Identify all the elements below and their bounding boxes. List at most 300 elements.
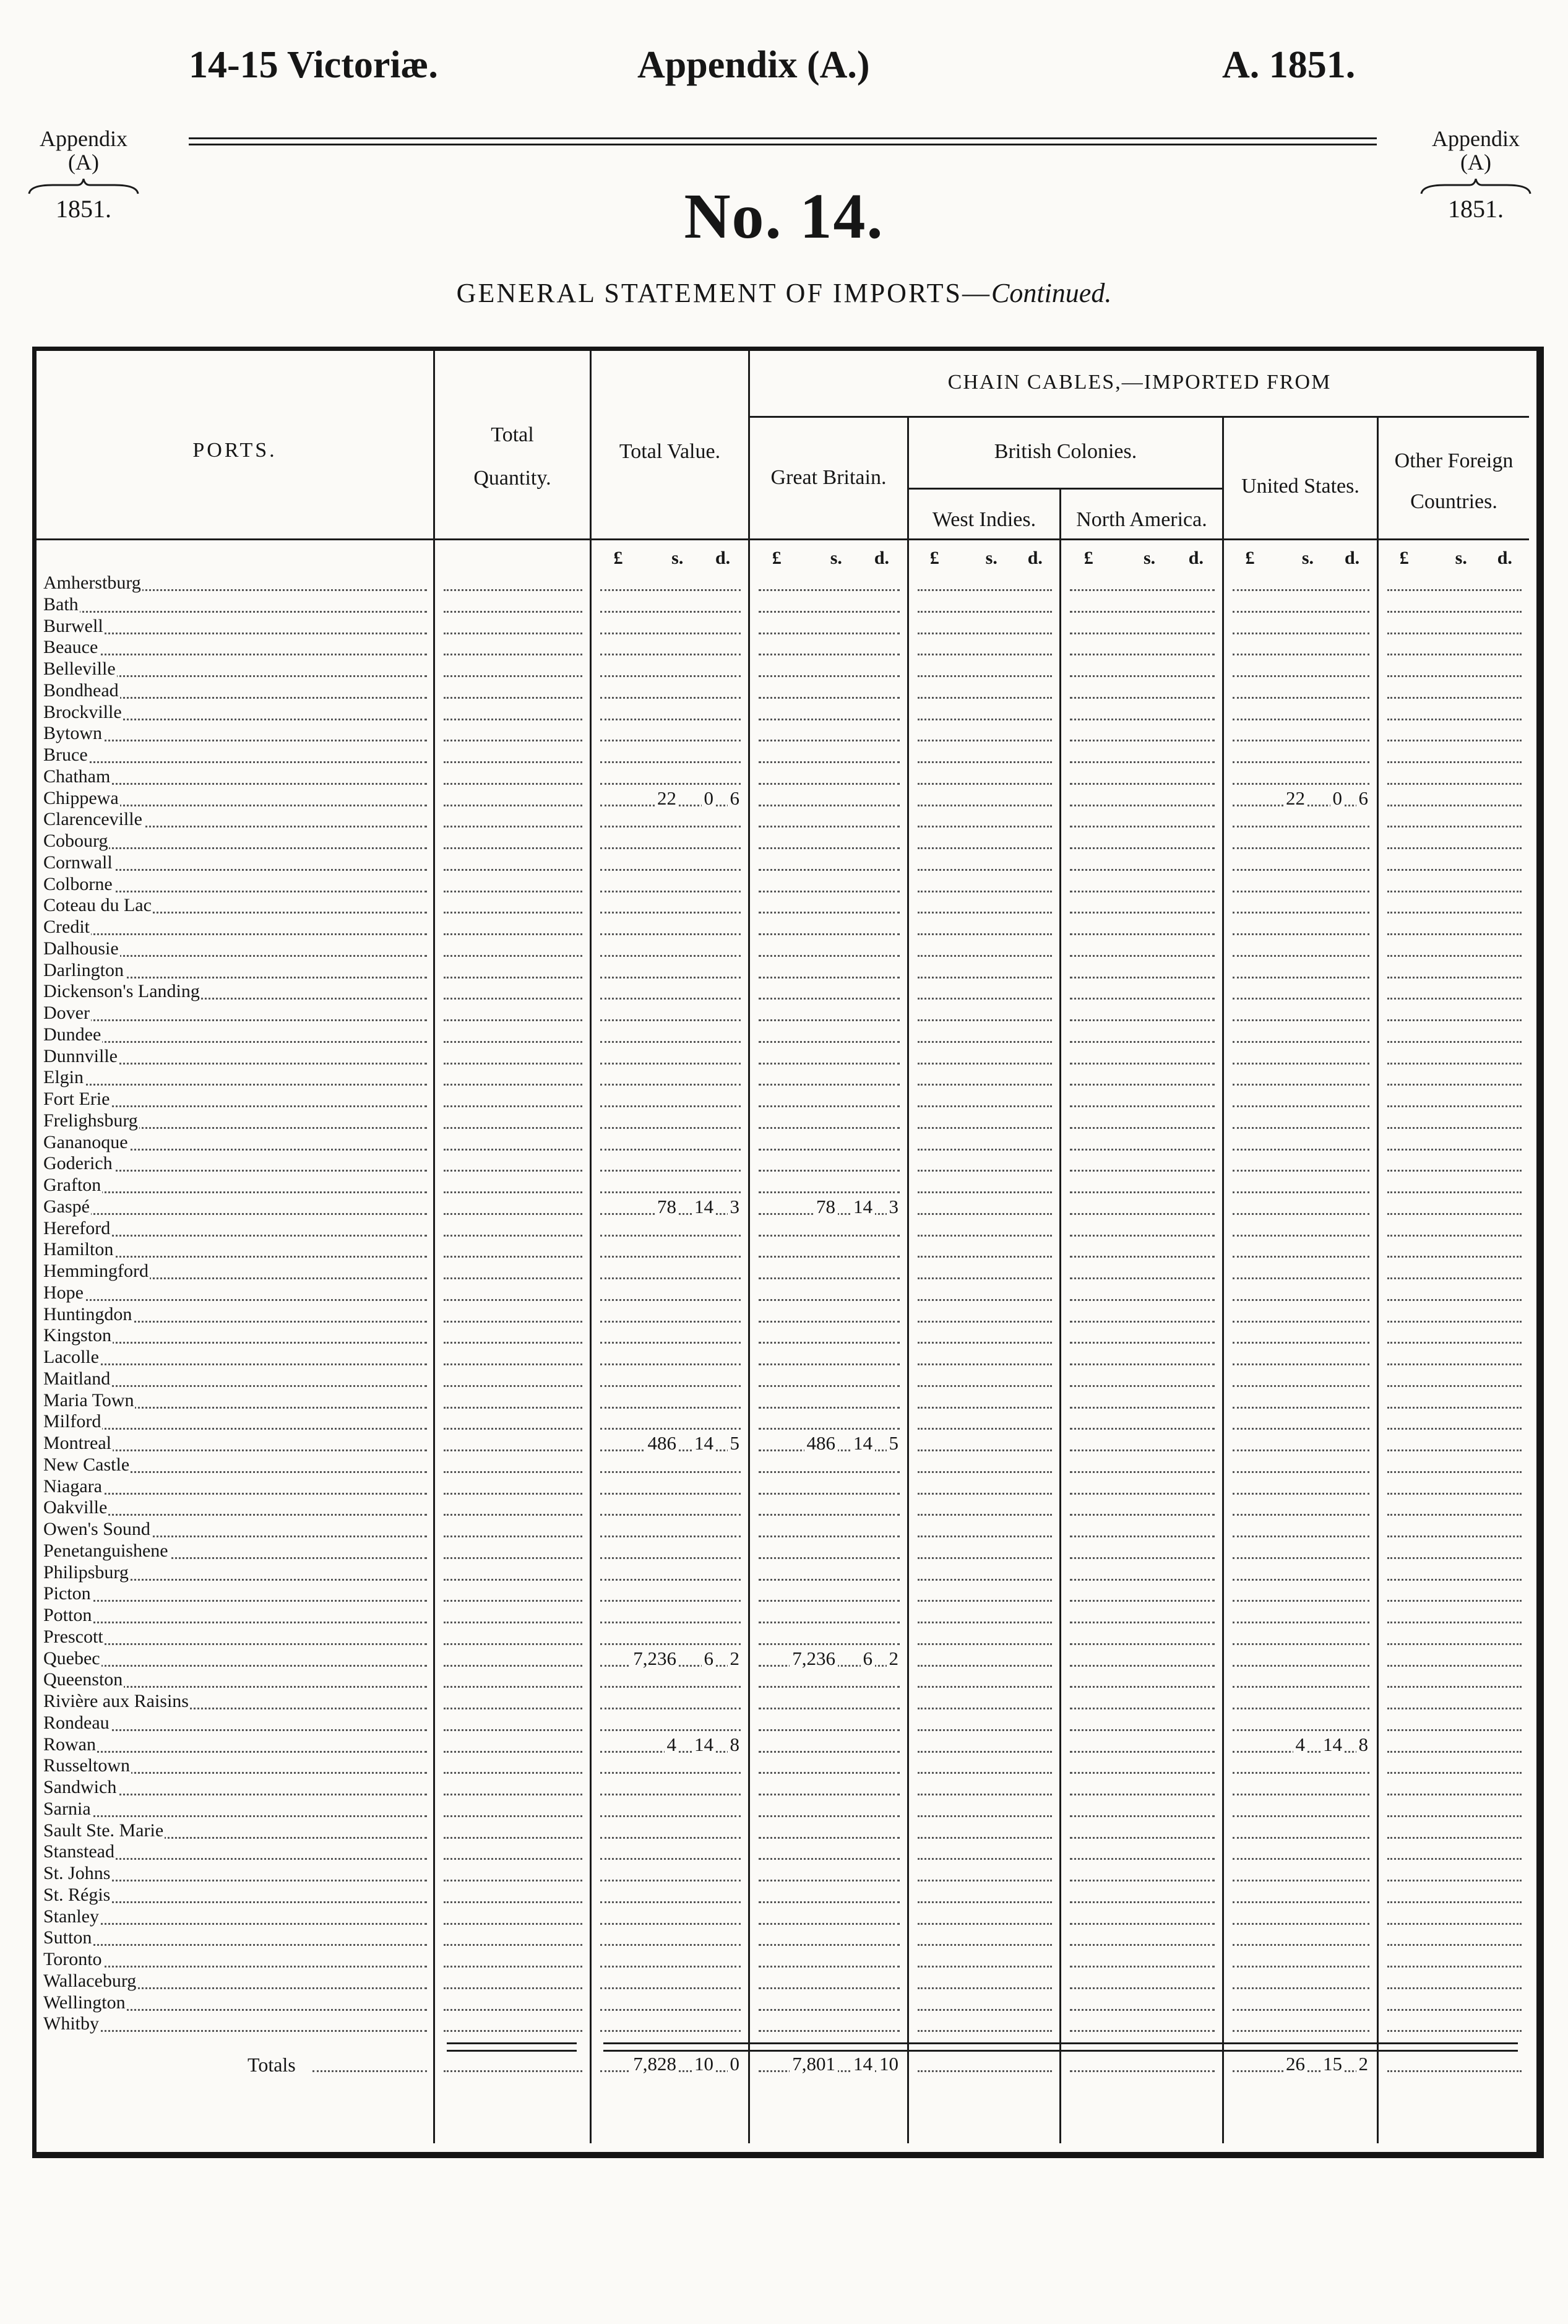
leader-dots bbox=[1233, 1127, 1369, 1129]
leader-dots bbox=[56, 611, 427, 613]
leader-dots bbox=[759, 1235, 900, 1237]
leader-dots bbox=[56, 1041, 427, 1043]
leader-dots bbox=[918, 1149, 1052, 1151]
leader-dots bbox=[1233, 1191, 1369, 1193]
leader-dots bbox=[444, 1858, 582, 1860]
leader-dots bbox=[600, 1235, 741, 1237]
leader-dots bbox=[1233, 1944, 1369, 1946]
leader-dots bbox=[444, 1321, 582, 1323]
leader-dots bbox=[600, 1858, 741, 1860]
total-value-header: Total Value. bbox=[619, 440, 721, 463]
leader-dots bbox=[1070, 654, 1215, 655]
leader-dots bbox=[1070, 1471, 1215, 1473]
leader-dots bbox=[600, 1256, 741, 1258]
leader-dots bbox=[1233, 589, 1369, 591]
leader-dots bbox=[918, 2030, 1052, 2032]
leader-dots bbox=[1233, 761, 1369, 763]
leader-dots bbox=[444, 740, 582, 741]
leader-dots bbox=[1070, 1407, 1215, 1409]
side-label-title: Appendix bbox=[1432, 126, 1520, 151]
leader-dots bbox=[600, 1363, 741, 1365]
leader-dots bbox=[1387, 1277, 1522, 1279]
leader-dots bbox=[600, 1299, 741, 1301]
leader-dots bbox=[1233, 719, 1369, 720]
leader-dots bbox=[444, 1622, 582, 1623]
leader-dots bbox=[600, 1966, 741, 1968]
leader-dots bbox=[1233, 977, 1369, 978]
leader-dots bbox=[759, 1041, 900, 1043]
port-name: Prescott bbox=[43, 1626, 103, 1647]
leader-dots bbox=[600, 1019, 741, 1021]
port-name: St. Johns bbox=[43, 1863, 111, 1883]
leader-dots bbox=[444, 697, 582, 699]
leader-dots bbox=[1387, 1708, 1522, 1709]
leader-dots bbox=[56, 933, 427, 935]
leader-dots bbox=[56, 633, 427, 634]
total-quantity-line2: Quantity. bbox=[473, 467, 551, 490]
leader-dots bbox=[600, 1063, 741, 1065]
unit-label-pound: £ bbox=[1245, 548, 1255, 568]
leader-dots bbox=[444, 1815, 582, 1817]
unit-label-shilling: s. bbox=[1455, 548, 1467, 568]
leader-dots bbox=[56, 1428, 427, 1430]
leader-dots bbox=[600, 1041, 741, 1043]
leader-dots bbox=[444, 1966, 582, 1968]
leader-dots bbox=[1070, 1514, 1215, 1516]
leader-dots bbox=[1070, 1987, 1215, 1989]
leader-dots bbox=[1387, 1665, 1522, 1667]
leader-dots bbox=[1233, 1536, 1369, 1537]
leader-dots bbox=[1387, 869, 1522, 871]
leader-dots bbox=[918, 1170, 1052, 1172]
port-name: Amherstburg bbox=[43, 572, 141, 593]
leader-dots bbox=[1387, 1449, 1522, 1451]
leader-dots bbox=[1387, 1493, 1522, 1495]
leader-dots bbox=[918, 783, 1052, 785]
leader-dots bbox=[1070, 826, 1215, 827]
unit-label-shilling: s. bbox=[985, 548, 997, 568]
leader-dots bbox=[600, 1880, 741, 1881]
leader-dots bbox=[1070, 1170, 1215, 1172]
leader-dots bbox=[918, 1342, 1052, 1344]
leader-dots bbox=[918, 719, 1052, 720]
leader-dots bbox=[918, 1622, 1052, 1623]
leader-dots bbox=[1233, 1600, 1369, 1602]
leader-dots bbox=[918, 1772, 1052, 1774]
leader-dots bbox=[1070, 1858, 1215, 1860]
leader-dots bbox=[918, 977, 1052, 978]
leader-dots bbox=[918, 1019, 1052, 1021]
leader-dots bbox=[1233, 1084, 1369, 1086]
leader-dots bbox=[918, 1643, 1052, 1645]
leader-dots bbox=[1070, 1772, 1215, 1774]
leader-dots bbox=[1387, 1084, 1522, 1086]
leader-dots bbox=[1233, 1235, 1369, 1237]
leader-dots bbox=[444, 719, 582, 720]
leader-dots bbox=[600, 1277, 741, 1279]
leader-dots bbox=[1070, 1449, 1215, 1451]
leader-dots bbox=[600, 783, 741, 785]
leader-dots bbox=[918, 675, 1052, 677]
leader-dots bbox=[444, 783, 582, 785]
leader-dots bbox=[1387, 1299, 1522, 1301]
leader-dots bbox=[444, 1729, 582, 1731]
leader-dots bbox=[918, 1493, 1052, 1495]
leader-dots bbox=[600, 1622, 741, 1623]
port-name: Frelighsburg bbox=[43, 1110, 138, 1131]
port-name: Hamilton bbox=[43, 1239, 114, 1260]
leader-dots bbox=[1387, 1213, 1522, 1215]
leader-dots bbox=[444, 805, 582, 806]
leader-dots bbox=[1387, 1407, 1522, 1409]
leader-dots bbox=[1387, 2070, 1522, 2072]
leader-dots bbox=[1387, 1729, 1522, 1731]
leader-dots bbox=[1387, 719, 1522, 720]
leader-dots bbox=[1387, 1686, 1522, 1688]
leader-dots bbox=[444, 611, 582, 613]
amount-pounds: 26 bbox=[1283, 2054, 1307, 2075]
port-name: Bytown bbox=[43, 723, 103, 744]
leader-dots bbox=[1233, 2030, 1369, 2032]
leader-dots bbox=[1070, 1105, 1215, 1107]
leader-dots bbox=[444, 1471, 582, 1473]
port-name: Rivière aux Raisins bbox=[43, 1691, 189, 1711]
leader-dots bbox=[1387, 1471, 1522, 1473]
other-foreign-line2: Countries. bbox=[1410, 490, 1497, 513]
leader-dots bbox=[1233, 1407, 1369, 1409]
leader-dots bbox=[312, 2070, 427, 2072]
leader-dots bbox=[1233, 1686, 1369, 1688]
leader-dots bbox=[1233, 633, 1369, 634]
leader-dots bbox=[918, 1600, 1052, 1602]
leader-dots bbox=[56, 1622, 427, 1623]
leader-dots bbox=[600, 1471, 741, 1473]
leader-dots bbox=[759, 1966, 900, 1968]
leader-dots bbox=[444, 1428, 582, 1430]
leader-dots bbox=[918, 1385, 1052, 1387]
leader-dots bbox=[56, 761, 427, 763]
leader-dots bbox=[1387, 1127, 1522, 1129]
unit-label-pence: d. bbox=[874, 548, 889, 568]
leader-dots bbox=[1233, 826, 1369, 827]
port-name: Fort Erie bbox=[43, 1089, 110, 1109]
leader-dots bbox=[600, 1794, 741, 1795]
leader-dots bbox=[1070, 1794, 1215, 1795]
leader-dots bbox=[1233, 1557, 1369, 1559]
leader-dots bbox=[759, 740, 900, 741]
leader-dots bbox=[1387, 1019, 1522, 1021]
leader-dots bbox=[1387, 1858, 1522, 1860]
leader-dots bbox=[600, 1815, 741, 1817]
leader-dots bbox=[444, 1084, 582, 1086]
leader-dots bbox=[444, 1923, 582, 1925]
leader-dots bbox=[918, 1191, 1052, 1193]
leader-dots bbox=[1233, 1428, 1369, 1430]
side-label-letter: (A) bbox=[68, 150, 99, 175]
leader-dots bbox=[759, 1794, 900, 1795]
leader-dots bbox=[1387, 1901, 1522, 1903]
leader-dots bbox=[1233, 1149, 1369, 1151]
leader-dots bbox=[444, 633, 582, 634]
col-rule-gb bbox=[907, 418, 909, 2143]
leader-dots bbox=[1233, 2009, 1369, 2011]
leader-dots bbox=[600, 869, 741, 871]
leader-dots bbox=[1233, 654, 1369, 655]
leader-dots bbox=[759, 1815, 900, 1817]
leader-dots bbox=[444, 1987, 582, 1989]
leader-dots bbox=[444, 675, 582, 677]
leader-dots bbox=[759, 977, 900, 978]
leader-dots bbox=[759, 1063, 900, 1065]
unit-label-pence: d. bbox=[1027, 548, 1043, 568]
leader-dots bbox=[1387, 1772, 1522, 1774]
leader-dots bbox=[1233, 1385, 1369, 1387]
leader-dots bbox=[918, 1665, 1052, 1667]
amount-pence: 6 bbox=[728, 788, 743, 809]
leader-dots bbox=[600, 1428, 741, 1430]
port-name: Chippewa bbox=[43, 787, 119, 808]
leader-dots bbox=[918, 1858, 1052, 1860]
leader-dots bbox=[1233, 1708, 1369, 1709]
leader-dots bbox=[1070, 912, 1215, 914]
leader-dots bbox=[56, 1729, 427, 1731]
leader-dots bbox=[600, 1686, 741, 1688]
leader-dots bbox=[759, 1493, 900, 1495]
leader-dots bbox=[759, 1514, 900, 1516]
leader-dots bbox=[759, 1858, 900, 1860]
leader-dots bbox=[1233, 1815, 1369, 1817]
leader-dots bbox=[444, 1600, 582, 1602]
leader-dots bbox=[918, 912, 1052, 914]
port-name: Maria Town bbox=[43, 1389, 134, 1410]
leader-dots bbox=[918, 1686, 1052, 1688]
leader-dots bbox=[1070, 1557, 1215, 1559]
amount-shillings: 0 bbox=[1330, 788, 1345, 809]
port-name: Brockville bbox=[43, 701, 122, 722]
leader-dots bbox=[444, 1299, 582, 1301]
leader-dots bbox=[918, 1751, 1052, 1753]
leader-dots bbox=[918, 1729, 1052, 1731]
amount-pence: 5 bbox=[887, 1433, 902, 1454]
port-name: Quebec bbox=[43, 1648, 100, 1669]
leader-dots bbox=[1070, 697, 1215, 699]
leader-dots bbox=[1233, 1987, 1369, 1989]
leader-dots bbox=[759, 1536, 900, 1537]
leader-dots bbox=[1387, 805, 1522, 806]
leader-dots bbox=[600, 1772, 741, 1774]
leader-dots bbox=[1233, 1665, 1369, 1667]
leader-dots bbox=[759, 1170, 900, 1172]
leader-dots bbox=[759, 891, 900, 892]
leader-dots bbox=[918, 2070, 1052, 2072]
leader-dots bbox=[600, 1385, 741, 1387]
port-name: Niagara bbox=[43, 1475, 102, 1497]
leader-dots bbox=[1070, 1213, 1215, 1215]
leader-dots bbox=[1070, 1944, 1215, 1946]
leader-dots bbox=[759, 1643, 900, 1645]
port-name: Burwell bbox=[43, 615, 103, 636]
amount-pounds: 4 bbox=[665, 1734, 679, 1755]
leader-dots bbox=[918, 1449, 1052, 1451]
leader-dots bbox=[1070, 1299, 1215, 1301]
leader-dots bbox=[1233, 1019, 1369, 1021]
leader-dots bbox=[444, 1127, 582, 1129]
leader-dots bbox=[918, 589, 1052, 591]
leader-dots bbox=[444, 654, 582, 655]
leader-dots bbox=[1387, 1557, 1522, 1559]
leader-dots bbox=[600, 1579, 741, 1581]
leader-dots bbox=[444, 1363, 582, 1365]
leader-dots bbox=[600, 955, 741, 957]
leader-dots bbox=[759, 1686, 900, 1688]
port-name: Lacolle bbox=[43, 1347, 99, 1367]
leader-dots bbox=[56, 783, 427, 785]
leader-dots bbox=[1070, 1751, 1215, 1753]
amount-shillings: 6 bbox=[861, 1648, 876, 1669]
leader-dots bbox=[1233, 1170, 1369, 1172]
col-rule-quantity bbox=[590, 351, 592, 2143]
leader-dots bbox=[1387, 1794, 1522, 1795]
subtitle-main: GENERAL STATEMENT OF IMPORTS— bbox=[456, 278, 991, 308]
header-rule-bottom bbox=[189, 144, 1377, 145]
leader-dots bbox=[1233, 1643, 1369, 1645]
leader-dots bbox=[444, 955, 582, 957]
leader-dots bbox=[1070, 1643, 1215, 1645]
session-header: 14-15 Victoriæ. bbox=[189, 44, 438, 86]
leader-dots bbox=[1387, 2030, 1522, 2032]
leader-dots bbox=[1233, 1299, 1369, 1301]
leader-dots bbox=[600, 1191, 741, 1193]
document-number: No. 14. bbox=[684, 181, 884, 252]
leader-dots bbox=[444, 1385, 582, 1387]
leader-dots bbox=[1070, 2070, 1215, 2072]
port-name: Hope bbox=[43, 1282, 84, 1303]
port-name: Grafton bbox=[43, 1175, 101, 1195]
port-name: Dickenson's Landing bbox=[43, 981, 200, 1002]
leader-dots bbox=[1233, 1041, 1369, 1043]
leader-dots bbox=[1387, 977, 1522, 978]
leader-dots bbox=[444, 998, 582, 1000]
leader-dots bbox=[1233, 783, 1369, 785]
leader-dots bbox=[759, 955, 900, 957]
unit-label-pound: £ bbox=[1399, 548, 1409, 568]
leader-dots bbox=[1070, 1622, 1215, 1623]
amount-pence: 5 bbox=[728, 1433, 743, 1454]
amount-pounds: 22 bbox=[655, 788, 679, 809]
leader-dots bbox=[1233, 697, 1369, 699]
leader-dots bbox=[1070, 2030, 1215, 2032]
leader-dots bbox=[56, 1815, 427, 1817]
leader-dots bbox=[1233, 1837, 1369, 1839]
leader-dots bbox=[1387, 847, 1522, 849]
leader-dots bbox=[444, 1235, 582, 1237]
leader-dots bbox=[56, 1901, 427, 1903]
leader-dots bbox=[600, 1321, 741, 1323]
leader-dots bbox=[1070, 1127, 1215, 1129]
port-name: Belleville bbox=[43, 659, 116, 679]
port-name: Stanley bbox=[43, 1906, 99, 1927]
document-subtitle bbox=[0, 277, 1568, 309]
leader-dots bbox=[600, 1536, 741, 1537]
port-name: Maitland bbox=[43, 1368, 111, 1389]
leader-dots bbox=[918, 1299, 1052, 1301]
leader-dots bbox=[56, 1191, 427, 1193]
leader-dots bbox=[1387, 933, 1522, 935]
leader-dots bbox=[759, 1385, 900, 1387]
leader-dots bbox=[1070, 589, 1215, 591]
leader-dots bbox=[56, 1751, 427, 1753]
leader-dots bbox=[759, 1751, 900, 1753]
leader-dots bbox=[600, 654, 741, 655]
leader-dots bbox=[1070, 1686, 1215, 1688]
amount-pounds: 7,828 bbox=[631, 2054, 679, 2075]
leader-dots bbox=[1233, 1471, 1369, 1473]
leader-dots bbox=[759, 1579, 900, 1581]
leader-dots bbox=[759, 589, 900, 591]
port-name: Rowan bbox=[43, 1734, 96, 1755]
leader-dots bbox=[1233, 955, 1369, 957]
unit-label-pence: d. bbox=[1497, 548, 1512, 568]
leader-dots bbox=[1070, 1815, 1215, 1817]
port-name: Goderich bbox=[43, 1153, 113, 1174]
leader-dots bbox=[918, 740, 1052, 741]
leader-dots bbox=[444, 1449, 582, 1451]
leader-dots bbox=[444, 1019, 582, 1021]
port-name: Sutton bbox=[43, 1927, 92, 1948]
unit-label-pound: £ bbox=[613, 548, 623, 568]
leader-dots bbox=[1387, 740, 1522, 741]
leader-dots bbox=[444, 869, 582, 871]
leader-dots bbox=[600, 891, 741, 892]
leader-dots bbox=[918, 805, 1052, 806]
leader-dots bbox=[1387, 633, 1522, 634]
leader-dots bbox=[56, 1105, 427, 1107]
port-name: Stanstead bbox=[43, 1841, 114, 1862]
leader-dots bbox=[444, 1665, 582, 1667]
leader-dots bbox=[918, 611, 1052, 613]
leader-dots bbox=[600, 2030, 741, 2032]
leader-dots bbox=[1387, 955, 1522, 957]
leader-dots bbox=[759, 1944, 900, 1946]
leader-dots bbox=[1233, 1514, 1369, 1516]
leader-dots bbox=[918, 654, 1052, 655]
leader-dots bbox=[56, 1363, 427, 1365]
leader-dots bbox=[759, 1880, 900, 1881]
leader-dots bbox=[918, 1321, 1052, 1323]
leader-dots bbox=[759, 675, 900, 677]
leader-dots bbox=[600, 1837, 741, 1839]
leader-dots bbox=[1070, 1063, 1215, 1065]
leader-dots bbox=[56, 1944, 427, 1946]
leader-dots bbox=[918, 891, 1052, 892]
leader-dots bbox=[444, 1686, 582, 1688]
amount-pence: 2 bbox=[887, 1648, 902, 1669]
leader-dots bbox=[444, 761, 582, 763]
leader-dots bbox=[759, 912, 900, 914]
leader-dots bbox=[1070, 1019, 1215, 1021]
leader-dots bbox=[600, 826, 741, 827]
leader-dots bbox=[444, 847, 582, 849]
port-name: Coteau du Lac bbox=[43, 895, 152, 916]
port-name: Credit bbox=[43, 917, 90, 937]
leader-dots bbox=[1070, 761, 1215, 763]
leader-dots bbox=[444, 2030, 582, 2032]
leader-dots bbox=[759, 1471, 900, 1473]
leader-dots bbox=[918, 1277, 1052, 1279]
leader-dots bbox=[759, 869, 900, 871]
leader-dots bbox=[1387, 589, 1522, 591]
leader-dots bbox=[56, 1923, 427, 1925]
